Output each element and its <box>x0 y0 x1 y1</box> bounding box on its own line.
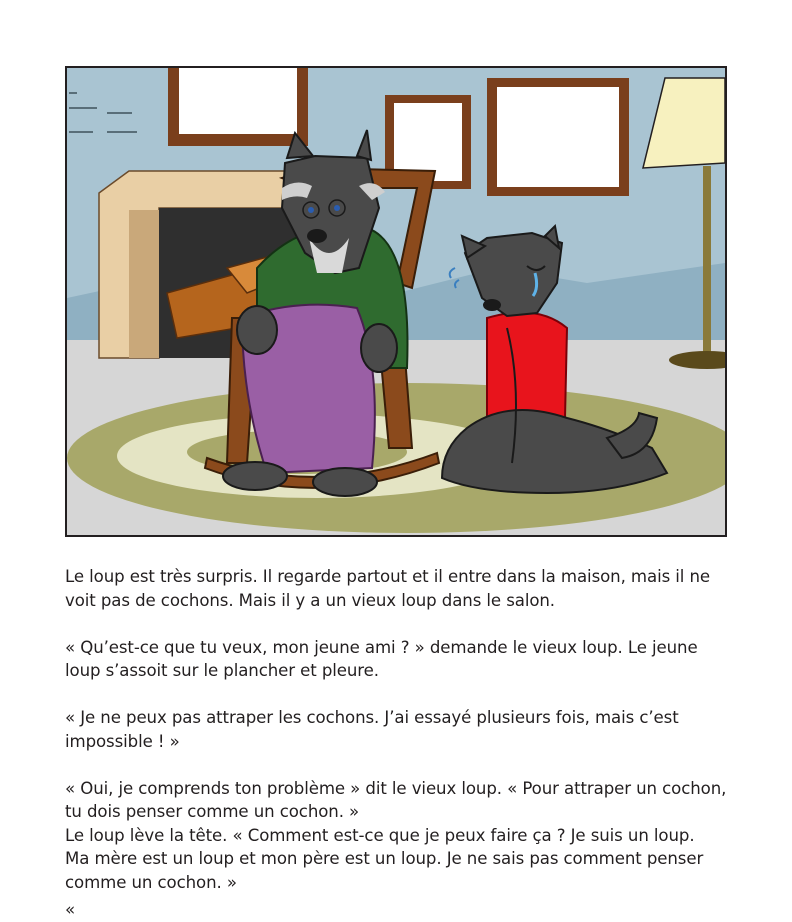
paragraph-2-line-2: loup s’assoit sur le plancher et pleure. <box>65 661 379 680</box>
paragraph-3-line-2: impossible ! » <box>65 731 180 751</box>
old-wolf-left-foot <box>223 462 287 490</box>
paragraph-4-line-2: tu dois penser comme un cochon. » <box>65 802 360 821</box>
old-wolf-right-foot <box>313 468 377 496</box>
story-text <box>65 565 745 894</box>
old-wolf-nose <box>307 229 327 243</box>
paragraph-4-line-1: « Oui, je comprends ton problème » dit le vieux loup. « Pour attraper un cochon, <box>65 778 727 798</box>
paragraph-3-line-1: « Je ne peux pas attraper les cochons. J’ai essayé plusieurs fois, mais c’est <box>65 708 679 727</box>
lamp-pole <box>703 166 711 356</box>
paragraph-4-line-4: Ma mère est un loup et mon père est un loup. Je ne sais pas comment penser <box>65 849 704 868</box>
paragraph-2-line-1: « Qu’est-ce que tu veux, mon jeune ami ? » demande le vieux loup. Le jeune <box>65 637 698 657</box>
living-room-scene <box>67 68 725 535</box>
young-wolf-shirt <box>487 312 567 423</box>
paragraph-4-line-3: Le loup lève la tête. « Comment est-ce que je peux faire ça ? Je suis un loup. <box>65 825 695 845</box>
story-illustration <box>65 66 727 537</box>
young-wolf-nose <box>483 299 501 311</box>
paragraph-1-line-1: Le loup est très surpris. Il regarde partout et il entre dans la maison, mais il ne <box>65 567 711 586</box>
paragraph-1-line-2: voit pas de cochons. Mais il y a un vieux loup dans le salon. <box>65 590 555 610</box>
cut-off-line: « <box>65 900 76 919</box>
old-wolf-right-paw <box>361 324 397 372</box>
old-wolf-left-paw <box>237 306 277 354</box>
paragraph-4-line-5: comme un cochon. » <box>65 872 237 892</box>
